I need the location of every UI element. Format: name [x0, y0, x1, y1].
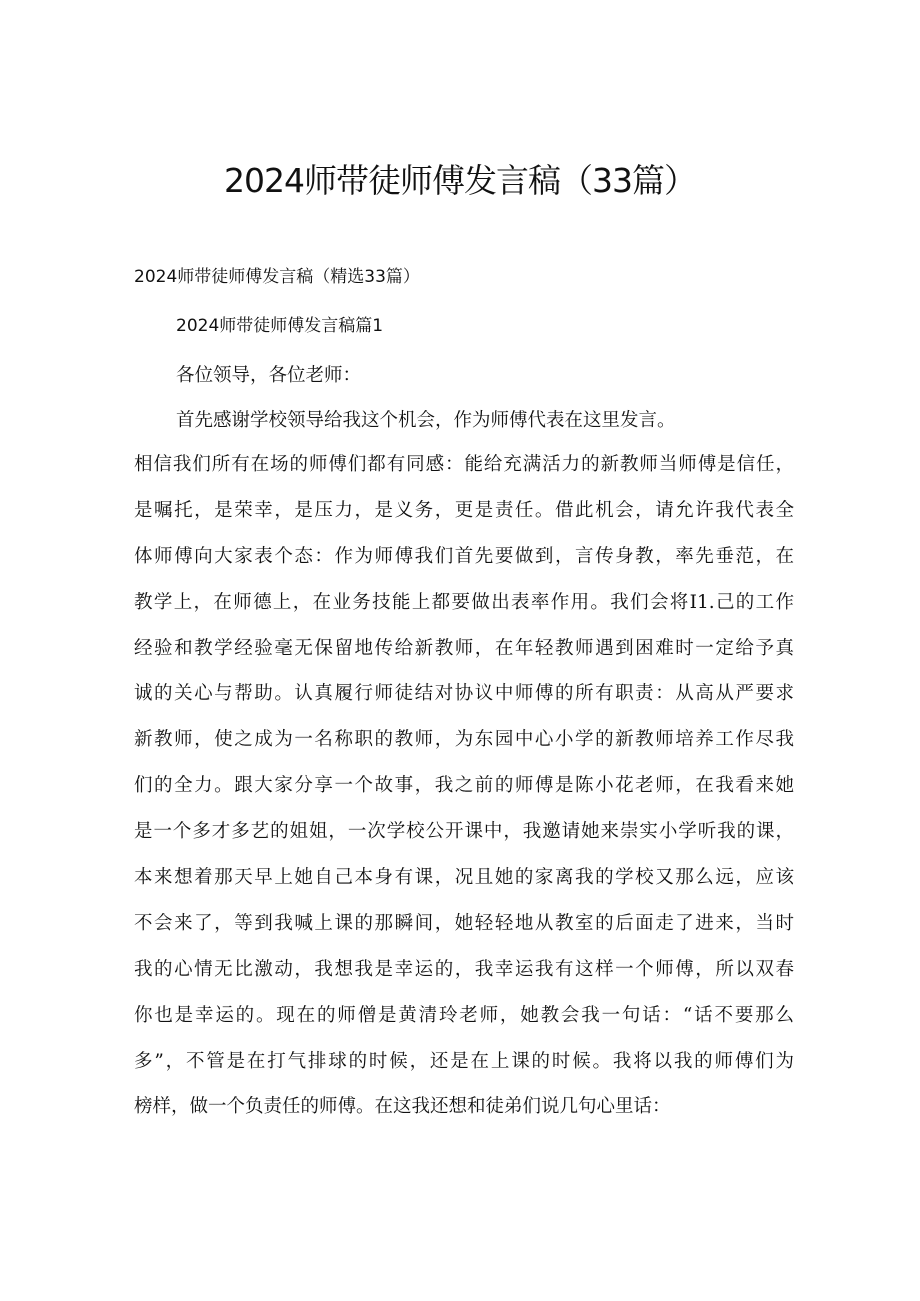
paragraph-line: 我的心情无比激动，我想我是幸运的，我幸运我有这样一个师傅，所以双春 [134, 958, 794, 980]
document-title: 2024师带徒师傅发言稿（33篇） [224, 161, 696, 200]
paragraph-line: 经验和教学经验毫无保留地传给新教师，在年轻教师遇到困难时一定给予真 [134, 637, 794, 659]
paragraph-line: 是嘱托，是荣幸，是压力，是义务，更是责任。借此机会，请允许我代表全 [134, 499, 794, 521]
paragraph-line: 榜样，做一个负责任的师傅。在这我还想和徒弟们说几句心里话： [134, 1096, 671, 1118]
intro-line: 首先感谢学校领导给我这个机会，作为师傅代表在这里发言。 [176, 410, 676, 431]
greeting-line: 各位领导，各位老师： [176, 365, 362, 386]
paragraph-line: 你也是幸运的。现在的师僧是黄清玲老师，她教会我一句话：“话不要那么 [134, 1004, 794, 1026]
paragraph-line: 们的全力。跟大家分享一个故事，我之前的师傅是陈小花老师，在我看来她 [134, 775, 794, 797]
paragraph-line: 教学上，在师德上，在业务技能上都要做出表率作用。我们会将I1.己的工作 [134, 591, 794, 613]
paragraph-line: 是一个多才多艺的姐姐，一次学校公开课中，我邀请她来崇实小学听我的课， [134, 821, 794, 843]
section-heading: 2024师带徒师傅发言稿篇1 [176, 316, 384, 336]
paragraph-line: 本来想着那天早上她自己本身有课，况且她的家离我的学校又那么远，应该 [134, 867, 794, 889]
paragraph-line: 体师傅向大家表个态：作为师傅我们首先要做到，言传身教，率先垂范，在 [134, 545, 794, 567]
paragraph-line: 相信我们所有在场的师傅们都有同感：能给充满活力的新教师当师傅是信任， [134, 454, 794, 475]
paragraph-line: 新教师，使之成为一名称职的教师，为东园中心小学的新教师培养工作尽我 [134, 729, 794, 751]
paragraph-line: 多”，不管是在打气排球的时候，还是在上课的时候。我将以我的师傅们为 [134, 1050, 794, 1072]
document-subtitle: 2024师带徒师傅发言稿（精选33篇） [134, 267, 420, 287]
body-paragraph [134, 451, 794, 1139]
paragraph-line: 不会来了，等到我喊上课的那瞬间，她轻轻地从教室的后面走了进来，当时 [134, 912, 794, 934]
paragraph-line: 诚的关心与帮助。认真履行师徒结对协议中师傅的所有职责：从高从严要求 [134, 683, 794, 705]
